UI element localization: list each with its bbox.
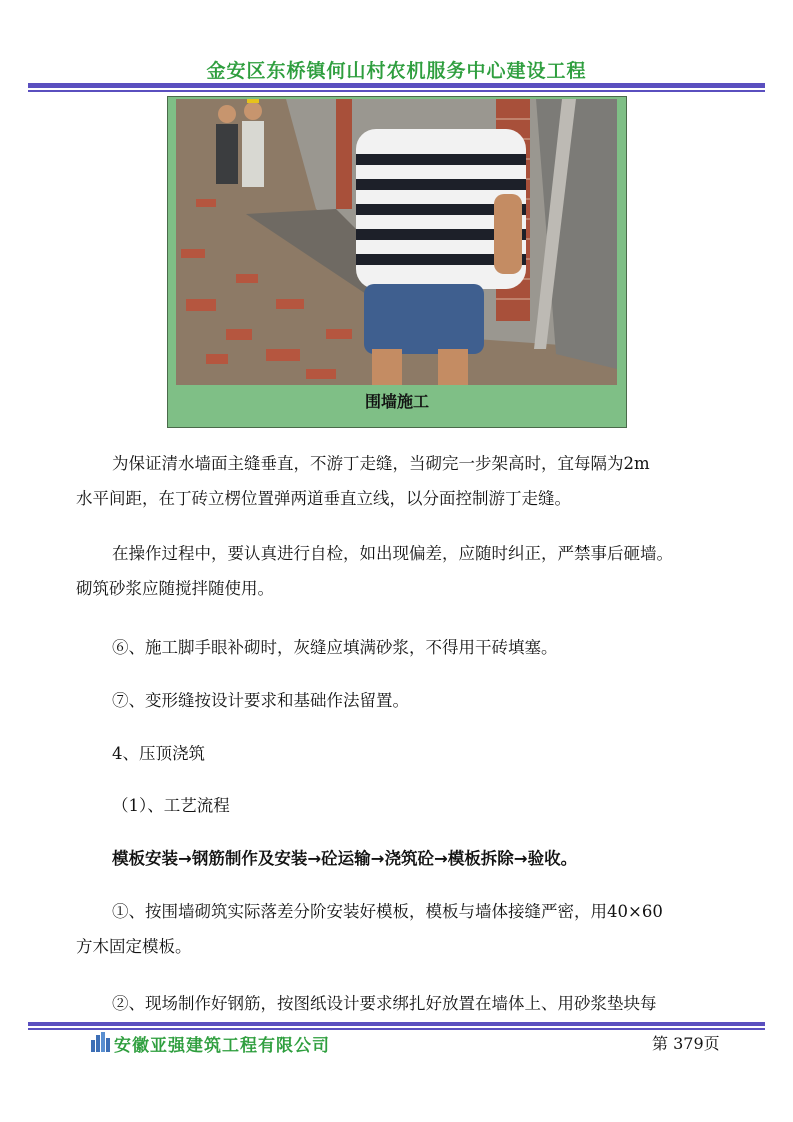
paragraph-2 (76, 536, 726, 606)
paragraph-line: ①、按围墙砌筑实际落差分阶安装好模板，模板与墙体接缝严密，用40×60 (112, 902, 663, 921)
footer-divider (28, 1022, 765, 1026)
building-logo-icon (90, 1032, 112, 1052)
subsection-heading: （1）、工艺流程 (112, 796, 230, 815)
paragraph-line: 砌筑砂浆应随搅拌随使用。 (76, 579, 274, 598)
construction-figure (167, 96, 627, 428)
paragraph-line: 水平间距，在丁砖立楞位置弹两道垂直立线，以分面控制游丁走缝。 (76, 489, 571, 508)
header-divider (28, 83, 765, 88)
paragraph-line: 在操作过程中，要认真进行自检，如出现偏差，应随时纠正，严禁事后砸墙。 (112, 544, 673, 563)
section-heading: 4、压顶浇筑 (112, 744, 205, 763)
paragraph-line: 方木固定模板。 (76, 937, 192, 956)
paragraph-line: 为保证清水墙面主缝垂直，不游丁走缝，当砌完一步架高时，宜每隔为2m (112, 454, 650, 473)
paragraph-1 (76, 446, 726, 516)
construction-photo (176, 99, 617, 385)
paragraph-4: ⑦、变形缝按设计要求和基础作法留置。 (112, 691, 409, 710)
footer-divider-thin (28, 1028, 765, 1030)
figure-caption: 围墙施工 (364, 392, 429, 411)
page-number: 第 379页 (652, 1034, 720, 1053)
paragraph-3: ⑥、施工脚手眼补砌时，灰缝应填满砂浆，不得用干砖填塞。 (112, 638, 558, 657)
process-flow: 模板安装→钢筋制作及安装→砼运输→浇筑砼→模板拆除→验收。 (112, 849, 578, 868)
footer-company-name: 安徽亚强建筑工程有限公司 (114, 1036, 330, 1056)
page-header-title: 金安区东桥镇何山村农机服务中心建设工程 (206, 60, 587, 82)
paragraph-8 (76, 894, 726, 964)
paragraph-9: ②、现场制作好钢筋，按图纸设计要求绑扎好放置在墙体上、用砂浆垫块每 (112, 994, 657, 1013)
header-divider-thin (28, 90, 765, 92)
